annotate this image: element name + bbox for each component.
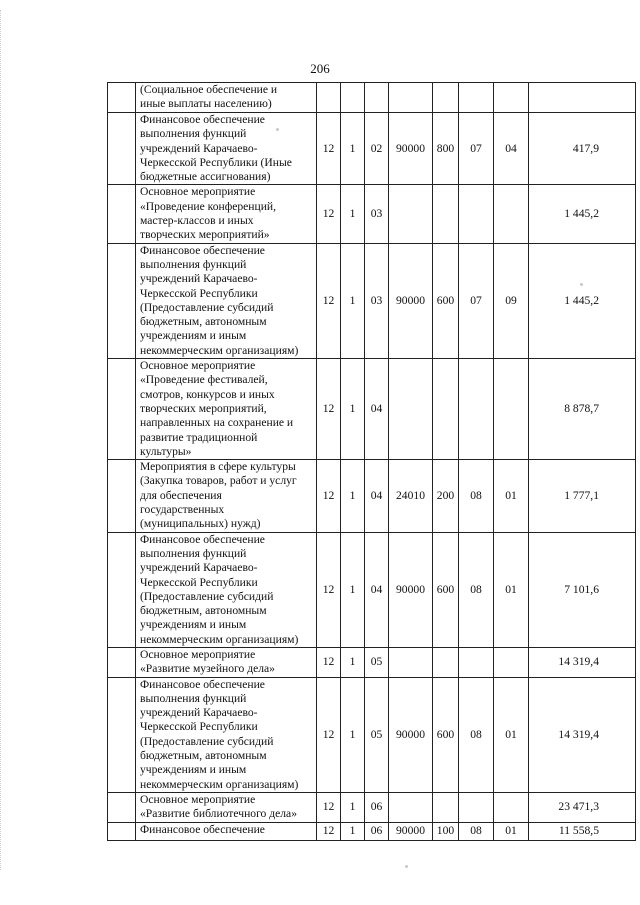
code-col-2-cell: 1 [341, 647, 365, 677]
row-marker-cell [108, 677, 136, 792]
code-col-3-cell: 03 [365, 243, 389, 358]
row-marker-cell [108, 647, 136, 677]
code-col-3-cell: 06 [365, 822, 389, 840]
code-col-2-cell: 1 [341, 185, 365, 243]
row-name-cell: Основное мероприятие «Развитие музейного дела» [136, 647, 317, 677]
row-name-cell: Финансовое обеспечение выполнения функций учреждений Карачаево- Черкесской Республики (Иные бюджетные ассигнования) [136, 113, 317, 185]
code-col-4-cell [389, 83, 433, 113]
amount-cell: 8 878,7 [529, 359, 636, 460]
code-col-2-cell: 1 [341, 792, 365, 822]
code-col-5-cell: 600 [433, 677, 459, 792]
row-name-cell: Финансовое обеспечение выполнения функций учреждений Карачаево- Черкесской Республики (Предоставление субсидий бюджетным, автономным учреждениям и иным некоммерческим организациям) [136, 532, 317, 647]
row-name-cell: (Социальное обеспечение и иные выплаты населению) [136, 83, 317, 113]
code-col-4-cell: 90000 [389, 532, 433, 647]
table-row [108, 822, 636, 840]
row-marker-cell [108, 185, 136, 243]
row-name-cell: Финансовое обеспечение [136, 822, 317, 840]
row-name-cell: Основное мероприятие «Проведение конференций, мастер-классов и иных творческих мероприятий» [136, 185, 317, 243]
code-col-4-cell [389, 647, 433, 677]
code-col-6-cell [459, 359, 494, 460]
code-col-7-cell: 09 [494, 243, 529, 358]
code-col-7-cell: 01 [494, 532, 529, 647]
table-row [108, 792, 636, 822]
amount-cell: 11 558,5 [529, 822, 636, 840]
code-col-7-cell: 01 [494, 677, 529, 792]
code-col-2-cell: 1 [341, 822, 365, 840]
table-body [108, 83, 636, 841]
code-col-5-cell: 600 [433, 532, 459, 647]
row-name-cell: Основное мероприятие «Проведение фестивалей, смотров, конкурсов и иных творческих мероприятий, направленных на сохранение и развитие традиционной культуры» [136, 359, 317, 460]
row-marker-cell [108, 792, 136, 822]
code-col-1-cell: 12 [317, 185, 341, 243]
code-col-1-cell: 12 [317, 532, 341, 647]
code-col-4-cell: 90000 [389, 243, 433, 358]
code-col-5-cell: 200 [433, 460, 459, 532]
code-col-1-cell: 12 [317, 359, 341, 460]
code-col-4-cell [389, 185, 433, 243]
row-marker-cell [108, 83, 136, 113]
code-col-1-cell: 12 [317, 647, 341, 677]
code-col-5-cell [433, 647, 459, 677]
code-col-1-cell: 12 [317, 792, 341, 822]
table-row [108, 83, 636, 113]
code-col-5-cell [433, 792, 459, 822]
code-col-5-cell [433, 83, 459, 113]
code-col-6-cell: 08 [459, 532, 494, 647]
code-col-5-cell: 600 [433, 243, 459, 358]
table-row [108, 460, 636, 532]
page-number: 206 [310, 61, 330, 76]
scan-speck [405, 865, 408, 868]
code-col-2-cell: 1 [341, 677, 365, 792]
row-name-cell: Основное мероприятие «Развитие библиотечного дела» [136, 792, 317, 822]
amount-cell: 7 101,6 [529, 532, 636, 647]
table-row [108, 243, 636, 358]
code-col-7-cell [494, 359, 529, 460]
code-col-5-cell [433, 359, 459, 460]
row-name-cell: Финансовое обеспечение выполнения функций учреждений Карачаево- Черкесской Республики (Предоставление субсидий бюджетным, автономным учреждениям и иным некоммерческим организациям) [136, 677, 317, 792]
row-marker-cell [108, 532, 136, 647]
code-col-4-cell: 90000 [389, 677, 433, 792]
code-col-7-cell: 04 [494, 113, 529, 185]
code-col-3-cell: 04 [365, 359, 389, 460]
code-col-7-cell: 01 [494, 822, 529, 840]
row-marker-cell [108, 243, 136, 358]
code-col-5-cell: 800 [433, 113, 459, 185]
code-col-7-cell [494, 185, 529, 243]
table-row [108, 113, 636, 185]
code-col-7-cell: 01 [494, 460, 529, 532]
code-col-4-cell [389, 792, 433, 822]
row-name-cell: Мероприятия в сфере культуры (Закупка товаров, работ и услуг для обеспечения государственных (муниципальных) нужд) [136, 460, 317, 532]
code-col-1-cell: 12 [317, 243, 341, 358]
code-col-1-cell: 12 [317, 822, 341, 840]
code-col-1-cell: 12 [317, 460, 341, 532]
table-row [108, 532, 636, 647]
amount-cell: 417,9 [529, 113, 636, 185]
code-col-2-cell: 1 [341, 359, 365, 460]
code-col-2-cell: 1 [341, 243, 365, 358]
amount-cell: 1 445,2 [529, 185, 636, 243]
code-col-3-cell [365, 83, 389, 113]
code-col-1-cell [317, 83, 341, 113]
code-col-7-cell [494, 83, 529, 113]
code-col-6-cell: 08 [459, 822, 494, 840]
code-col-4-cell: 90000 [389, 822, 433, 840]
row-marker-cell [108, 460, 136, 532]
code-col-3-cell: 04 [365, 460, 389, 532]
code-col-6-cell [459, 792, 494, 822]
table-row [108, 647, 636, 677]
code-col-2-cell: 1 [341, 532, 365, 647]
row-marker-cell [108, 822, 136, 840]
table-row [108, 185, 636, 243]
code-col-6-cell [459, 83, 494, 113]
table-row [108, 359, 636, 460]
code-col-1-cell: 12 [317, 677, 341, 792]
row-marker-cell [108, 359, 136, 460]
row-marker-cell [108, 113, 136, 185]
code-col-5-cell: 100 [433, 822, 459, 840]
code-col-4-cell: 24010 [389, 460, 433, 532]
code-col-6-cell [459, 647, 494, 677]
code-col-3-cell: 05 [365, 647, 389, 677]
row-name-cell: Финансовое обеспечение выполнения функций учреждений Карачаево- Черкесской Республики (Предоставление субсидий бюджетным, автономным учреждениям и иным некоммерческим организациям) [136, 243, 317, 358]
code-col-3-cell: 03 [365, 185, 389, 243]
budget-table [107, 82, 636, 841]
amount-cell [529, 83, 636, 113]
code-col-5-cell [433, 185, 459, 243]
amount-cell: 23 471,3 [529, 792, 636, 822]
code-col-4-cell: 90000 [389, 113, 433, 185]
code-col-2-cell [341, 83, 365, 113]
code-col-7-cell [494, 647, 529, 677]
table-row [108, 677, 636, 792]
scan-edge-line [0, 10, 2, 870]
code-col-6-cell: 08 [459, 677, 494, 792]
code-col-3-cell: 05 [365, 677, 389, 792]
code-col-7-cell [494, 792, 529, 822]
amount-cell: 14 319,4 [529, 647, 636, 677]
code-col-4-cell [389, 359, 433, 460]
amount-cell: 1 777,1 [529, 460, 636, 532]
code-col-6-cell [459, 185, 494, 243]
code-col-3-cell: 02 [365, 113, 389, 185]
code-col-3-cell: 06 [365, 792, 389, 822]
code-col-3-cell: 04 [365, 532, 389, 647]
code-col-6-cell: 07 [459, 113, 494, 185]
amount-cell: 14 319,4 [529, 677, 636, 792]
code-col-1-cell: 12 [317, 113, 341, 185]
code-col-2-cell: 1 [341, 460, 365, 532]
amount-cell: 1 445,2 [529, 243, 636, 358]
code-col-2-cell: 1 [341, 113, 365, 185]
code-col-6-cell: 08 [459, 460, 494, 532]
code-col-6-cell: 07 [459, 243, 494, 358]
